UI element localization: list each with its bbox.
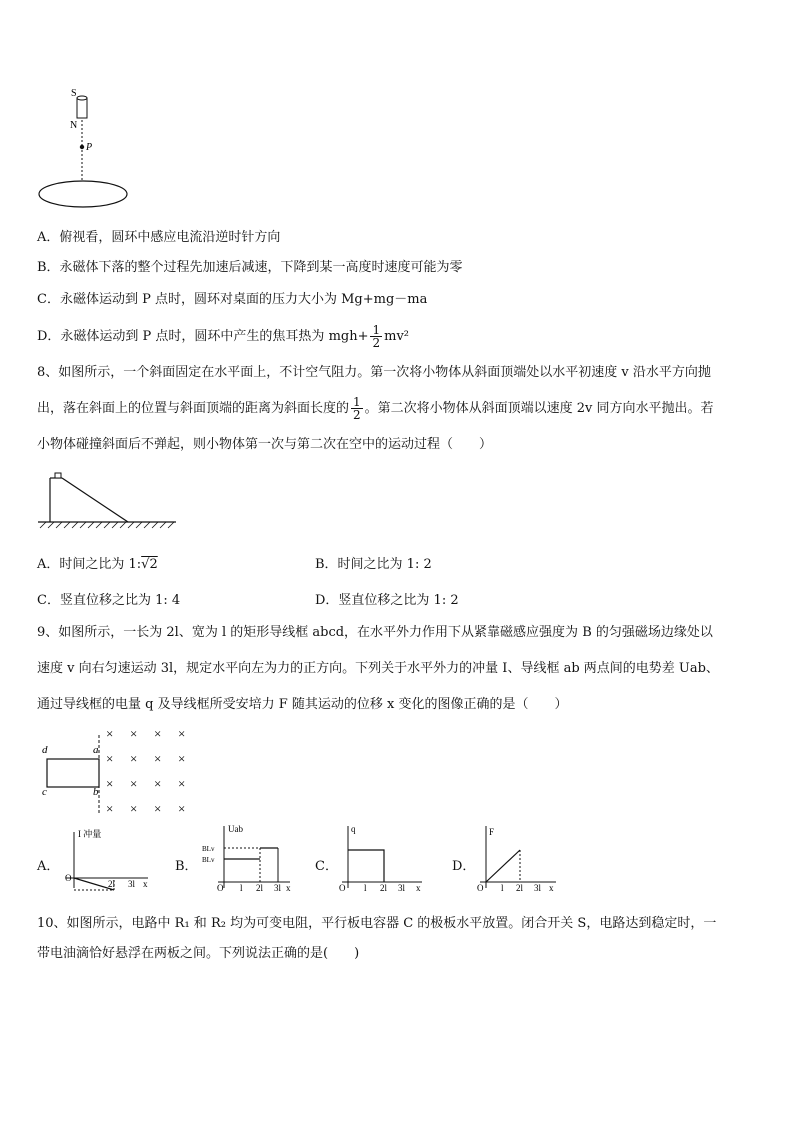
- graph-d-line: [486, 850, 520, 882]
- q7-option-d-tail: mv²: [384, 329, 410, 344]
- frame-label-b: b: [93, 786, 99, 798]
- graph-b: [198, 822, 293, 892]
- wire-frame: [47, 759, 99, 787]
- graph-d-tick-2l: 2l: [516, 883, 524, 892]
- q10-stem-line1: 10、如图所示，电路中 R₁ 和 R₂ 均为可变电阻，平行板电容器 C 的极板水平放置。闭合开关 S，电路达到稳定时，一: [37, 916, 717, 931]
- graph-c-label: C．: [315, 859, 338, 874]
- graph-a-xlabel: x: [143, 879, 148, 889]
- graph-d-xlabel: x: [549, 883, 554, 892]
- q8-option-a: [37, 556, 158, 574]
- q8-option-c: C．竖直位移之比为 1: 4: [37, 593, 181, 608]
- q8-option-d: D．竖直位移之比为 1: 2: [315, 593, 459, 608]
- graph-c-ylabel: q: [351, 824, 356, 834]
- graph-a: [60, 828, 150, 893]
- graph-b-label: B．: [175, 859, 198, 874]
- svg-text:×: ×: [154, 801, 162, 816]
- svg-text:×: ×: [154, 726, 162, 741]
- graph-b-origin: O: [217, 883, 224, 892]
- graph-b-bl-lower: BLv: [202, 856, 215, 864]
- magnet-top: [77, 96, 87, 100]
- svg-text:×: ×: [154, 776, 162, 791]
- graph-d-ylabel: F: [489, 827, 495, 837]
- graph-b-tick-l: l: [240, 883, 243, 892]
- graph-b-tick-3l: 3l: [274, 883, 282, 892]
- q8-stem-line2-text: 出，落在斜面上的位置与斜面顶端的距离为斜面长度的: [37, 401, 350, 416]
- q9-figure: [36, 725, 196, 820]
- small-object: [55, 473, 61, 478]
- fraction-denominator: 2: [353, 408, 361, 422]
- graph-c-origin: O: [339, 883, 346, 892]
- q9-stem-line1: 9、如图所示，一长为 2l、宽为 l 的矩形导线框 abcd，在水平外力作用下从紧靠磁感应强度为 B 的匀强磁场边缘处以: [37, 625, 713, 640]
- svg-text:×: ×: [178, 801, 186, 816]
- q7-option-a: A．俯视看，圆环中感应电流沿逆时针方向: [37, 230, 281, 245]
- graph-b-xlabel: x: [286, 883, 291, 892]
- svg-text:×: ×: [130, 776, 138, 791]
- graph-c-tick-3l: 3l: [398, 883, 406, 892]
- q8-fraction: [351, 396, 363, 421]
- q7-option-d: [37, 320, 409, 354]
- q9-stem-line3: 通过导线框的电量 q 及导线框所受安培力 F 随其运动的位移 x 变化的图像正确的是（ ）: [37, 697, 568, 712]
- svg-text:×: ×: [106, 776, 114, 791]
- graph-c-xlabel: x: [416, 883, 421, 892]
- point-p-label: P: [86, 142, 93, 153]
- magnet-n-label: N: [70, 120, 78, 131]
- fraction-numerator: 1: [372, 323, 381, 337]
- frame-label-a: a: [93, 744, 99, 756]
- point-p: [80, 145, 84, 149]
- svg-text:×: ×: [106, 801, 114, 816]
- graph-a-tick-2l: 2l: [108, 879, 116, 889]
- svg-text:×: ×: [178, 726, 186, 741]
- graph-c-tick-l: l: [364, 883, 367, 892]
- q7-option-b: B．永磁体下落的整个过程先加速后减速，下降到某一高度时速度可能为零: [37, 260, 463, 275]
- fraction-denominator: 2: [372, 336, 381, 350]
- field-marks: [106, 726, 185, 816]
- ring: [39, 181, 127, 207]
- ground-hatching: [40, 522, 174, 528]
- graph-a-tick-3l: 3l: [128, 879, 136, 889]
- q9-stem-line2: 速度 v 向右匀速运动 3l，规定水平向左为力的正方向。下列关于水平外力的冲量 I、导线框 ab 两点间的电势差 Uab、: [37, 661, 719, 676]
- frame-label-d: d: [42, 744, 48, 756]
- q7-option-c: C．永磁体运动到 P 点时，圆环对桌面的压力大小为 Mg+mg－ma: [37, 292, 428, 307]
- svg-text:×: ×: [130, 751, 138, 766]
- graph-c: [336, 822, 426, 892]
- svg-text:×: ×: [106, 751, 114, 766]
- q8-stem-line1: 8、如图所示，一个斜面固定在水平面上，不计空气阻力。第一次将小物体从斜面顶端处以水平初速度 v 沿水平方向抛: [37, 365, 711, 380]
- frame-label-c: c: [42, 786, 47, 798]
- graph-b-bl-upper: BLv: [202, 845, 215, 853]
- graph-d: [476, 822, 561, 892]
- graph-b-ylabel: Uab: [228, 824, 243, 834]
- magnet-s-label: S: [71, 88, 77, 99]
- graph-a-origin: O: [65, 873, 72, 883]
- q7-option-d-fraction: [370, 324, 382, 349]
- graph-a-ylabel: I 冲量: [78, 829, 102, 839]
- q8-option-a-text: A．时间之比为 1:: [37, 557, 142, 572]
- svg-text:×: ×: [130, 801, 138, 816]
- graph-c-line: [348, 850, 384, 882]
- graph-d-label: D．: [452, 859, 476, 874]
- q8-stem-line3: 小物体碰撞斜面后不弹起，则小物体第一次与第二次在空中的运动过程（ ）: [37, 437, 493, 452]
- graph-d-tick-l: l: [501, 883, 504, 892]
- graph-d-origin: O: [477, 883, 484, 892]
- q8-stem-line2-tail: 。第二次将小物体从斜面顶端以速度 2v 同方向水平抛出。若: [364, 401, 714, 416]
- graph-c-tick-2l: 2l: [380, 883, 388, 892]
- magnet-body: [77, 98, 87, 118]
- sqrt-two: √2: [141, 557, 158, 572]
- graph-a-label: A．: [37, 859, 60, 874]
- q7-option-d-text: D．永磁体运动到 P 点时，圆环中产生的焦耳热为 mgh+: [37, 329, 369, 344]
- graph-b-tick-2l: 2l: [256, 883, 264, 892]
- q8-stem-line2: [37, 392, 714, 426]
- svg-text:×: ×: [106, 726, 114, 741]
- q10-stem-line2: 带电油滴恰好悬浮在两板之间。下列说法正确的是( ): [37, 946, 360, 961]
- svg-text:×: ×: [154, 751, 162, 766]
- svg-text:×: ×: [178, 751, 186, 766]
- incline-slope: [62, 478, 128, 522]
- q8-option-b: B．时间之比为 1: 2: [315, 557, 432, 572]
- svg-text:×: ×: [178, 776, 186, 791]
- q7-figure: [30, 80, 130, 215]
- fraction-numerator: 1: [353, 395, 361, 409]
- svg-text:×: ×: [130, 726, 138, 741]
- q8-figure: [36, 470, 181, 532]
- graph-d-tick-3l: 3l: [534, 883, 542, 892]
